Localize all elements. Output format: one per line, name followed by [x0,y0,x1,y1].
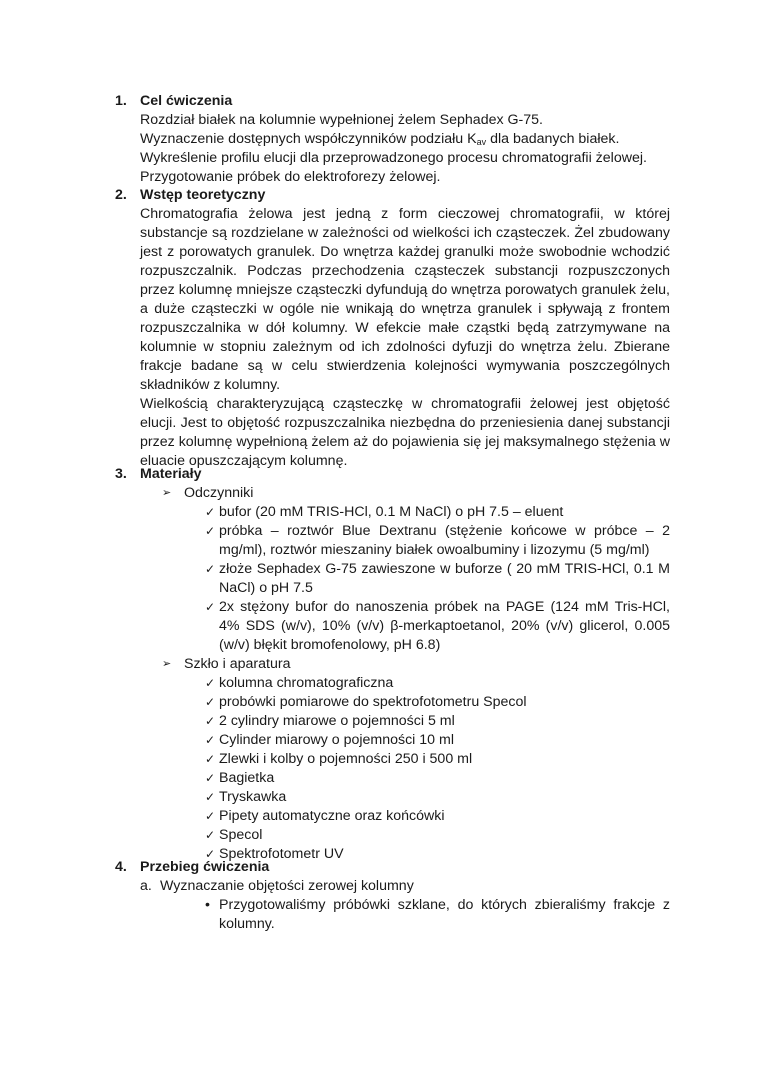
checkmark-icon: ✓ [205,524,216,538]
section-number: 1. [115,93,127,109]
list-item [205,674,670,693]
list-item-text: Cylinder miarowy o pojemności 10 ml [219,732,454,748]
checkmark-icon: ✓ [205,695,216,709]
section-title: Materiały [140,466,202,482]
section-title: Cel ćwiczenia [140,93,233,109]
section-heading [115,465,670,484]
step-bullet [205,896,670,934]
checkmark-icon: ✓ [205,600,216,614]
checkmark-icon: ✓ [205,505,216,519]
step-label: a. [140,878,152,894]
list-item-text: Tryskawka [219,789,287,805]
group-label: Szkło i aparatura [184,656,291,672]
list-item-text: złoże Sephadex G-75 zawieszone w buforze ( 20 mM TRIS-HCl, 0.1 M NaCl) o pH 7.5 [219,561,670,596]
list-item [205,731,670,750]
checkmark-icon: ✓ [205,562,216,576]
list-item-text: 2 cylindry miarowe o pojemności 5 ml [219,713,455,729]
list-item [205,769,670,788]
section-goal [115,92,670,187]
list-item-text: kolumna chromatograficzna [219,675,394,691]
goal-line-text: dla badanych białek. [486,131,620,147]
list-item [205,693,670,712]
goal-line: Wykreślenie profilu elucji dla przeprowadzonego procesu chromatografii żelowej. [140,150,647,166]
arrow-bullet-icon: ➢ [162,487,172,499]
section-theory [115,186,670,471]
list-item-text: Bagietka [219,770,275,786]
goal-line-kav [140,130,670,149]
section-number: 4. [115,859,127,875]
list-item [205,826,670,845]
dot-bullet-icon: • [205,897,210,913]
checkmark-icon: ✓ [205,752,216,766]
list-item [205,750,670,769]
goal-line-text: Wyznaczenie dostępnych współczynników podziału K [140,131,477,147]
goal-line: Rozdział białek na kolumnie wypełnionej żelem Sephadex G-75. [140,112,543,128]
section-materials [115,465,670,864]
arrow-bullet-icon: ➢ [162,658,172,670]
section-number: 2. [115,187,127,203]
section-procedure [115,858,670,934]
list-item [205,712,670,731]
list-item [205,788,670,807]
step-title: Wyznaczanie objętości zerowej kolumny [160,878,414,894]
checkmark-icon: ✓ [205,790,216,804]
list-item-text: 2x stężony bufor do nanoszenia próbek na PAGE (124 mM Tris-HCl, 4% SDS (w/v), 10% (v/v) β-merkaptoetanol, 20% (v/v) glicerol, 0.005 (w/v) błękit bromofenolowy, pH 6.8) [219,599,670,653]
list-item [205,503,670,522]
group-reagents [162,484,670,503]
group-label: Odczynniki [184,485,254,501]
goal-lines [140,111,670,187]
list-item [205,598,670,655]
list-item-text: bufor (20 mM TRIS-HCl, 0.1 M NaCl) o pH 7.5 – eluent [219,504,564,520]
kav-subscript: av [476,137,487,147]
checkmark-icon: ✓ [205,771,216,785]
checkmark-icon: ✓ [205,809,216,823]
list-item [205,560,670,598]
theory-paragraph: Wielkością charakteryzującą cząsteczkę w chromatografii żelowej jest objętość elucji. Jest to objętość rozpuszczalnika niezbędna do przeniesienia danej substancji przez kolumnę wypełnioną żelem aż do pojawienia się jej maksymalnego stężenia w eluacie opuszczającym kolumnę. [140,396,670,469]
checkmark-icon: ✓ [205,828,216,842]
list-item-text: Zlewki i kolby o pojemności 250 i 500 ml [219,751,473,767]
section-title: Przebieg ćwiczenia [140,859,270,875]
section-heading [115,858,670,877]
list-item-text: probówki pomiarowe do spektrofotometru Specol [219,694,527,710]
step-bullet-text: Przygotowaliśmy próbówki szklane, do których zbieraliśmy frakcje z kolumny. [219,897,670,932]
goal-line: Przygotowanie próbek do elektroforezy żelowej. [140,169,441,185]
theory-paragraph: Chromatografia żelowa jest jedną z form cieczowej chromatografii, w której substancje są rozdzielane w zależności od wielkości ich cząsteczek. Żel zbudowany jest z porowatych granulek. Do wnętrza każdej granulki może swobodnie wchodzić rozpuszczalnik. Podczas przechodzenia cząsteczek substancji rozpuszczonych przez kolumnę mniejsze cząsteczki dyfundują do wnętrza porowatych granulek żelu, a duże cząsteczki w ogóle nie wnikają do wnętrza granulek i spływają z frontem rozpuszczalnika w dół kolumny. W efekcie małe cząstki będą zatrzymywane na kolumnie w stopniu zależnym od ich zdolności dyfuzji do wnętrza żelu. Zbierane frakcje badane są w celu stwierdzenia kolejności wymywania poszczególnych składników z kolumny. [140,206,670,393]
procedure-step [140,877,670,896]
checkmark-icon: ✓ [205,847,216,861]
checkmark-icon: ✓ [205,676,216,690]
list-item-text: Pipety automatyczne oraz końcówki [219,808,445,824]
section-title: Wstęp teoretyczny [140,187,266,203]
list-item-text: Spektrofotometr UV [219,846,344,862]
checkmark-icon: ✓ [205,733,216,747]
list-item [205,522,670,560]
list-item [205,807,670,826]
list-item-text: Specol [219,827,263,843]
section-heading [115,186,670,205]
section-number: 3. [115,466,127,482]
group-glassware [162,655,670,674]
section-heading [115,92,670,111]
list-item-text: próbka – roztwór Blue Dextranu (stężenie końcowe w próbce – 2 mg/ml), roztwór mieszaniny białek owoalbuminy i lizozymu (5 mg/ml) [219,523,670,558]
checkmark-icon: ✓ [205,714,216,728]
